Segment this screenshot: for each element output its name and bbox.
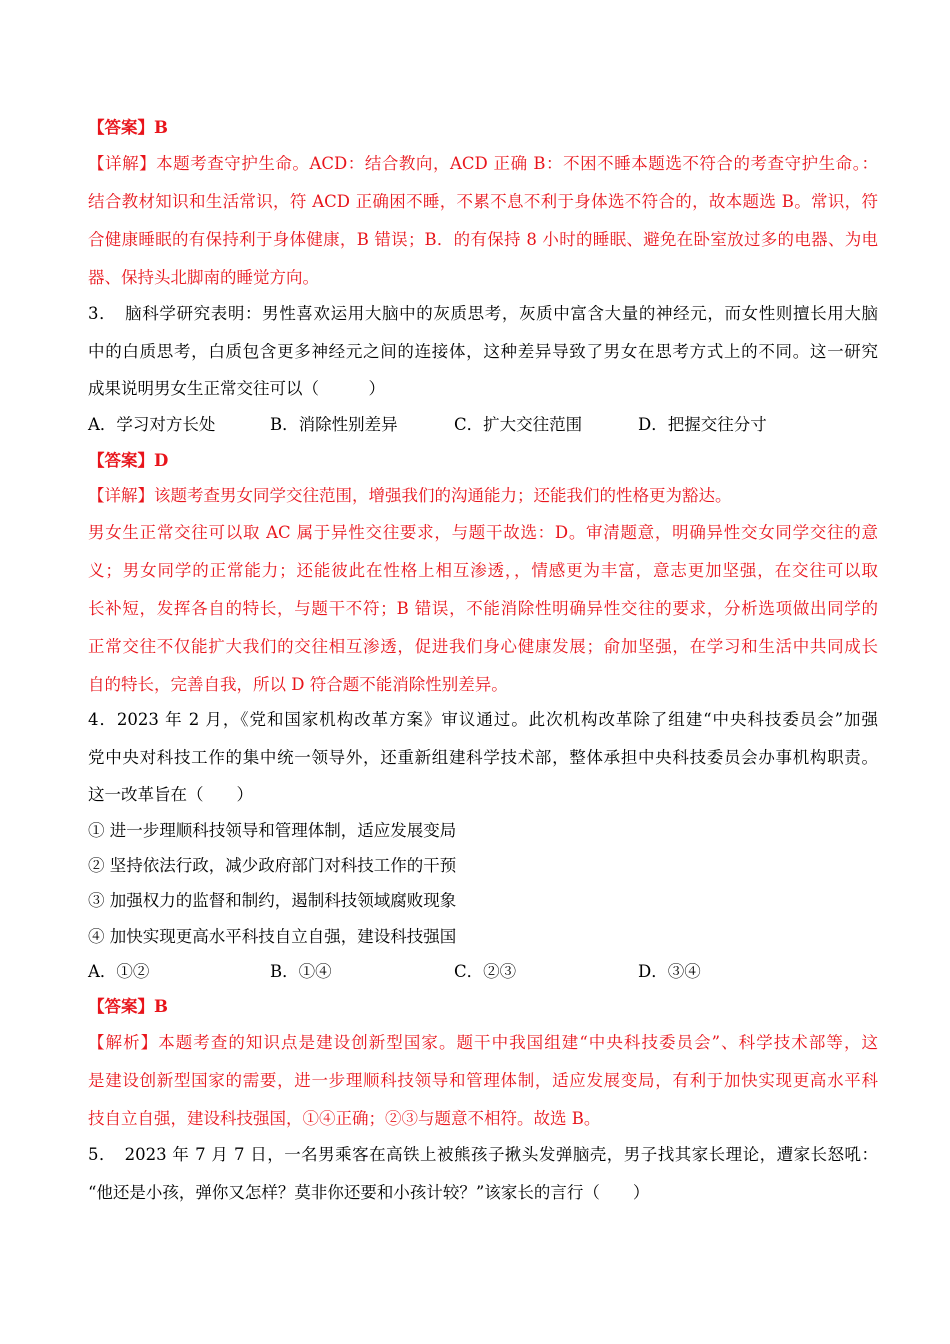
q3-option-a: A．学习对方长处	[88, 415, 216, 434]
q2-detail-line: 【详解】本题考查守护生命。ACD：结合教向，ACD 正确 B：不困不睡本题选不符合的考查守护生命。：	[88, 154, 878, 173]
q3-stem-line: 中的白质思考，白质包含更多神经元之间的连接体，这种差异导致了男女在思考方式上的不同。这一研究	[88, 342, 878, 361]
q4-stem-line: 4．2023 年 2 月，《党和国家机构改革方案》审议通过。此次机构改革除了组建“中央科技委员会”加强	[88, 710, 878, 729]
q4-statement: ① 进一步理顺科技领导和管理体制，适应发展变局	[88, 821, 457, 840]
q2-answer: 【答案】B	[88, 118, 168, 137]
q4-analysis-line: 技自立自强，建设科技强国，①④正确；②③与题意不相符。故选 B。	[88, 1109, 601, 1128]
q5-stem-line: 5． 2023 年 7 月 7 日，一名男乘客在高铁上被熊孩子揪头发弹脑壳，男子找其家长理论，遭家长怒吼：	[88, 1145, 878, 1164]
q3-answer: 【答案】D	[88, 451, 169, 470]
q4-answer: 【答案】B	[88, 997, 168, 1016]
q4-stem-line: 党中央对科技工作的集中统一领导外，还重新组建科学技术部，整体承担中央科技委员会办事机构职责。	[88, 748, 878, 767]
q2-detail-line: 结合教材知识和生活常识，符 ACD 正确困不睡，不累不息不利于身体选不符合的，故本题选 B。常识，符	[88, 192, 878, 211]
q3-stem-line: 3． 脑科学研究表明：男性喜欢运用大脑中的灰质思考，灰质中富含大量的神经元，而女性则擅长用大脑	[88, 304, 878, 323]
q3-stem-line: 成果说明男女生正常交往可以（ ）	[88, 379, 385, 398]
q2-detail-line: 合健康睡眠的有保持利于身体健康，B 错误；B．的有保持 8 小时的睡眠、避免在卧室放过多的电器、为电	[88, 230, 878, 249]
q4-option-d: D．③④	[638, 962, 701, 981]
q3-option-d: D．把握交往分寸	[638, 415, 767, 434]
q4-statement: ③ 加强权力的监督和制约，遏制科技领域腐败现象	[88, 891, 457, 910]
q4-option-a: A．①②	[88, 962, 150, 981]
q3-detail-line: 自的特长，完善自我，所以 D 符合题不能消除性别差异。	[88, 675, 508, 694]
q3-detail-line: 男女生正常交往可以取 AC 属于异性交往要求，与题干故选：D。审清题意，明确异性交女同学交往的意	[88, 523, 878, 542]
q4-stem-line: 这一改革旨在（ ）	[88, 785, 253, 804]
q3-option-c: C．扩大交往范围	[454, 415, 583, 434]
q4-statement: ④ 加快实现更高水平科技自立自强，建设科技强国	[88, 927, 457, 946]
q4-analysis-line: 是建设创新型国家的需要，进一步理顺科技领导和管理体制，适应发展变局，有利于加快实现更高水平科	[88, 1071, 878, 1090]
q3-detail-line: 正常交往不仅能扩大我们的交往相互渗透，促进我们身心健康发展；俞加坚强，在学习和生活中共同成长	[88, 637, 878, 656]
q3-detail-line: 义；男女同学的正常能力；还能彼此在性格上相互渗透，，情感更为丰富，意志更加坚强，在交往可以取	[88, 561, 878, 580]
q4-statement: ② 坚持依法行政，减少政府部门对科技工作的干预	[88, 856, 457, 875]
q3-detail-line: 长补短，发挥各自的特长，与题干不符；B 错误，不能消除性明确异性交往的要求，分析选项做出同学的	[88, 599, 878, 618]
q4-option-c: C．②③	[454, 962, 517, 981]
q2-detail-line: 器、保持头北脚南的睡觉方向。	[88, 268, 319, 287]
q5-stem-line: “他还是小孩，弹你又怎样？莫非你还要和小孩计较？”该家长的言行（ ）	[88, 1183, 650, 1202]
q4-option-b: B．①④	[270, 962, 332, 981]
q3-detail-line: 【详解】该题考查男女同学交往范围，增强我们的沟通能力；还能我们的性格更为豁达。	[88, 486, 732, 505]
q4-analysis-line: 【解析】本题考查的知识点是建设创新型国家。题干中我国组建“中央科技委员会”、科学技术部等，这	[88, 1033, 878, 1052]
q3-option-b: B．消除性别差异	[270, 415, 398, 434]
